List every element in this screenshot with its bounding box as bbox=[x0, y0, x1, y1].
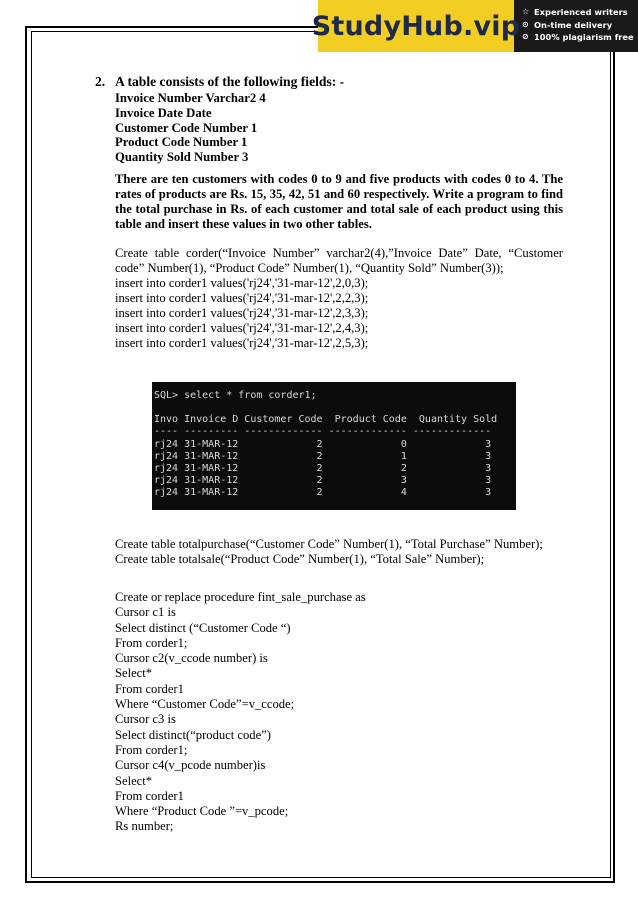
banner-features bbox=[522, 6, 634, 44]
code-line: Cursor c1 is bbox=[115, 605, 176, 620]
terminal-prompt: SQL> select * from corder1; bbox=[154, 390, 317, 401]
code-line: Where “Product Code ”=v_pcode; bbox=[115, 804, 289, 819]
feature-experienced-writers bbox=[522, 6, 634, 19]
terminal-row: rj24 31-MAR-12 2 3 3 bbox=[154, 475, 492, 487]
terminal-row: rj24 31-MAR-12 2 0 3 bbox=[154, 438, 492, 450]
code-block-procedure bbox=[115, 590, 565, 835]
code-line: Select* bbox=[115, 773, 153, 788]
question-number: 2. bbox=[95, 74, 106, 89]
code-line: Cursor c4(v_pcode number)is bbox=[115, 758, 266, 773]
feature-plagiarism-free bbox=[522, 31, 634, 44]
terminal-row: rj24 31-MAR-12 2 1 3 bbox=[154, 450, 492, 462]
code-line: From corder1 bbox=[115, 681, 184, 696]
studyhub-banner[interactable] bbox=[311, 0, 638, 52]
code-line: insert into corder1 values('rj24','31-mar-12',2,3,3); bbox=[115, 305, 369, 320]
code-line: insert into corder1 values('rj24','31-mar-12',2,4,3); bbox=[115, 320, 369, 335]
clock-icon: ⊙ bbox=[522, 19, 529, 29]
code-line: insert into corder1 values('rj24','31-mar-12',2,2,3); bbox=[115, 290, 369, 305]
sql-terminal-screenshot bbox=[152, 382, 516, 510]
code-line: From corder1 bbox=[115, 788, 184, 803]
field-item: Customer Code Number 1 bbox=[115, 120, 258, 135]
code-line: From corder1; bbox=[115, 742, 188, 757]
code-line: Create table corder(“Invoice Number” varchar2(4),”Invoice Date” Date, “Customer code” Number(1), “Product Code” Number(1), “Quantity Sold” Number(3)); bbox=[115, 245, 567, 275]
feature-on-time-delivery bbox=[522, 19, 634, 32]
code-line: Cursor c3 is bbox=[115, 712, 176, 727]
question-title: A table consists of the following fields: - bbox=[115, 74, 345, 89]
code-line: Rs number; bbox=[115, 819, 174, 834]
star-icon: ☆ bbox=[522, 7, 530, 16]
field-item: Invoice Date Date bbox=[115, 105, 212, 120]
question-content bbox=[95, 74, 567, 351]
code-line: Select distinct(“product code”) bbox=[115, 727, 271, 742]
code-line: Select* bbox=[115, 666, 153, 681]
field-item: Product Code Number 1 bbox=[115, 135, 248, 150]
terminal-header: Invo Invoice D Customer Code Product Code Quantity Sold bbox=[154, 414, 498, 426]
code-line: Select distinct (“Customer Code “) bbox=[115, 620, 291, 635]
field-item: Quantity Sold Number 3 bbox=[115, 150, 249, 165]
code-line: Create or replace procedure fint_sale_purchase as bbox=[115, 590, 366, 604]
question-heading bbox=[95, 74, 563, 90]
feature-text: Experienced writers bbox=[534, 7, 628, 17]
code-block-create-insert bbox=[95, 245, 567, 351]
code-line: insert into corder1 values('rj24','31-mar-12',2,0,3); bbox=[115, 275, 369, 290]
code-line: insert into corder1 values('rj24','31-mar-12',2,5,3); bbox=[115, 335, 369, 350]
code-line: Create table totalsale(“Product Code” Number(1), “Total Sale” Number); bbox=[115, 552, 485, 567]
field-item: Invoice Number Varchar2 4 bbox=[115, 91, 266, 105]
code-line: From corder1; bbox=[115, 635, 188, 650]
studyhub-logo[interactable]: StudyHub.vip bbox=[318, 0, 514, 52]
terminal-row: rj24 31-MAR-12 2 2 3 bbox=[154, 462, 492, 474]
code-line: Cursor c2(v_ccode number) is bbox=[115, 651, 268, 666]
shield-check-icon: ⊘ bbox=[522, 32, 529, 41]
terminal-separator: ---- --------- ------------- ------------- ------------- bbox=[154, 426, 492, 438]
feature-text: On-time delivery bbox=[534, 19, 613, 30]
code-line: Create table totalpurchase(“Customer Code” Number(1), “Total Purchase” Number); bbox=[115, 537, 543, 551]
code-block-create-tables bbox=[115, 537, 565, 568]
code-line: Where “Customer Code”=v_ccode; bbox=[115, 697, 295, 712]
field-list bbox=[95, 91, 563, 165]
terminal-row: rj24 31-MAR-12 2 4 3 bbox=[154, 487, 492, 499]
problem-statement: There are ten customers with codes 0 to 9 and five products with codes 0 to 4. The rates of products are Rs. 15, 35, 42, 51 and 60 respectively. Write a program to find the total purchase in Rs. of each customer and total sale of each product using this table and insert these values in two other tables. bbox=[115, 171, 563, 231]
feature-text: 100% plagiarism free bbox=[534, 32, 634, 42]
